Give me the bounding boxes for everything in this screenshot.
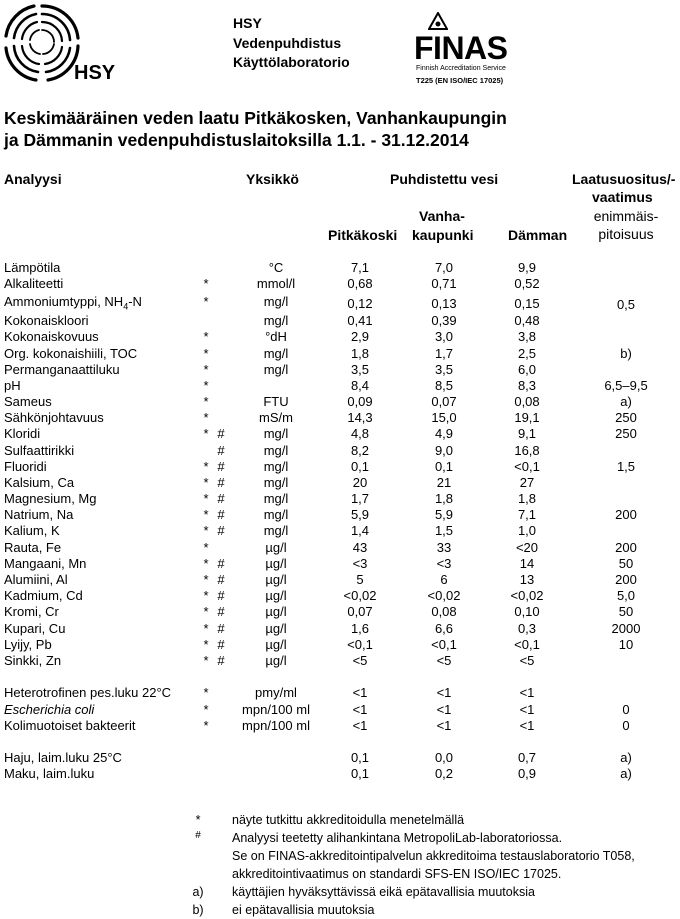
row-unit: µg/l <box>265 653 287 668</box>
row-pitkakoski: 2,9 <box>350 329 370 344</box>
row-unit: mg/l <box>263 523 289 538</box>
row-name: Org. kokonaishiili, TOC <box>4 346 138 361</box>
row-damman: 1,0 <box>517 523 537 538</box>
footnote-symbol: b) <box>192 903 204 917</box>
row-name: Rauta, Fe <box>4 540 62 555</box>
row-limit: b) <box>620 346 632 361</box>
row-damman: 0,15 <box>514 296 540 311</box>
row-name: Kromi, Cr <box>4 604 59 619</box>
row-damman: 9,9 <box>517 260 537 275</box>
table-row <box>0 702 680 718</box>
row-accredited-mark: * <box>203 346 209 361</box>
footnote-text: Analyysi teetetty alihankintana MetropoliLab-laboratoriossa. <box>232 831 563 845</box>
row-damman: 0,9 <box>517 766 537 781</box>
row-vanhakaupunki: 7,0 <box>434 260 454 275</box>
row-vanhakaupunki: <0,02 <box>427 588 461 603</box>
row-limit: 0,5 <box>616 297 636 312</box>
row-name: Permanganaattiluku <box>4 362 120 377</box>
table-row <box>0 276 680 292</box>
row-pitkakoski: 20 <box>352 475 368 490</box>
row-damman: 16,8 <box>514 443 540 458</box>
row-pitkakoski: 5 <box>356 572 364 587</box>
footnote-text: näyte tutkittu akkreditoidulla menetelmällä <box>232 813 465 827</box>
row-subcontract-mark: # <box>217 491 225 506</box>
row-damman: 13 <box>519 572 535 587</box>
row-accredited-mark: * <box>203 523 209 538</box>
row-pitkakoski: 8,4 <box>350 378 370 393</box>
row-name: Alkaliteetti <box>4 276 64 291</box>
row-limit: a) <box>620 750 632 765</box>
col-treated-water: Puhdistettu vesi <box>390 171 499 187</box>
row-name: Kadmium, Cd <box>4 588 83 603</box>
finas-name: FINAS <box>414 30 508 66</box>
row-vanhakaupunki: 33 <box>436 540 452 555</box>
table-row <box>0 572 680 588</box>
row-subcontract-mark: # <box>217 426 225 441</box>
row-limit: 50 <box>618 604 634 619</box>
row-unit: mg/l <box>263 313 289 328</box>
row-subcontract-mark: # <box>217 637 225 652</box>
row-unit: mg/l <box>263 475 289 490</box>
row-damman: 2,5 <box>517 346 537 361</box>
row-pitkakoski: <1 <box>352 702 368 717</box>
row-pitkakoski: 0,1 <box>350 459 370 474</box>
row-unit: °dH <box>265 329 287 344</box>
row-pitkakoski: <1 <box>352 685 368 700</box>
row-name: Magnesium, Mg <box>4 491 97 506</box>
row-name: Escherichia coli <box>4 702 95 717</box>
row-name: Heterotrofinen pes.luku 22°C <box>4 685 172 700</box>
row-pitkakoski: 1,7 <box>350 491 370 506</box>
row-subcontract-mark: # <box>217 443 225 458</box>
row-damman: 19,1 <box>514 410 540 425</box>
row-vanhakaupunki: 0,0 <box>434 750 454 765</box>
row-damman: <0,1 <box>514 459 540 474</box>
row-pitkakoski: 3,5 <box>350 362 370 377</box>
row-damman: 1,8 <box>517 491 537 506</box>
row-accredited-mark: * <box>203 410 209 425</box>
row-damman: 3,8 <box>517 329 537 344</box>
row-unit: mg/l <box>263 491 289 506</box>
row-vanhakaupunki: <1 <box>436 702 452 717</box>
row-subcontract-mark: # <box>217 459 225 474</box>
row-damman: 7,1 <box>517 507 537 522</box>
row-limit: 200 <box>615 572 637 587</box>
table-row <box>0 362 680 378</box>
row-accredited-mark: * <box>203 378 209 393</box>
row-damman: 0,52 <box>514 276 540 291</box>
table-row <box>0 313 680 329</box>
footnote-text: Se on FINAS-akkreditointipalvelun akkreditoima testauslaboratorio T058, <box>232 849 635 863</box>
row-pitkakoski: 7,1 <box>350 260 370 275</box>
row-vanhakaupunki: 1,7 <box>434 346 454 361</box>
row-name: Mangaani, Mn <box>4 556 87 571</box>
row-vanhakaupunki: <3 <box>436 556 452 571</box>
row-pitkakoski: <0,1 <box>347 637 373 652</box>
row-limit: 250 <box>615 426 637 441</box>
row-subcontract-mark: # <box>217 556 225 571</box>
footnote-symbol: a) <box>192 885 204 899</box>
row-accredited-mark: * <box>203 653 209 668</box>
row-pitkakoski: 1,8 <box>350 346 370 361</box>
row-subcontract-mark: # <box>217 475 225 490</box>
row-pitkakoski: 0,1 <box>350 750 370 765</box>
row-vanhakaupunki: 0,08 <box>431 604 457 619</box>
table-row <box>0 410 680 426</box>
hsy-logo <box>2 2 122 92</box>
finas-logo <box>410 12 530 85</box>
row-damman: <1 <box>519 685 535 700</box>
footnote-text: akkreditointivaatimus on standardi SFS-EN ISO/IEC 17025. <box>232 867 562 881</box>
table-row <box>0 459 680 475</box>
row-vanhakaupunki: <1 <box>436 718 452 733</box>
row-limit: 2000 <box>611 621 641 636</box>
table-row <box>0 346 680 362</box>
table-row <box>0 556 680 572</box>
row-accredited-mark: * <box>203 426 209 441</box>
row-vanhakaupunki: 3,5 <box>434 362 454 377</box>
row-name: Natrium, Na <box>4 507 74 522</box>
row-name: Ammoniumtyppi, $NH_4-N$ <box>4 294 142 312</box>
row-name: Kalsium, Ca <box>4 475 75 490</box>
col-damman: Dämman <box>508 227 568 243</box>
row-vanhakaupunki: 1,5 <box>434 523 454 538</box>
col-vanha-1: Vanha- <box>419 208 465 224</box>
row-unit: mg/l <box>263 294 289 309</box>
row-unit: pmy/ml <box>255 685 297 700</box>
row-name: Alumiini, Al <box>4 572 68 587</box>
row-damman: <1 <box>519 702 535 717</box>
row-unit: mg/l <box>263 443 289 458</box>
row-name: Kokonaiskovuus <box>4 329 99 344</box>
table-row <box>0 766 680 782</box>
row-accredited-mark: * <box>203 459 209 474</box>
row-vanhakaupunki: 9,0 <box>434 443 454 458</box>
row-unit: µg/l <box>265 588 287 603</box>
row-unit: µg/l <box>265 540 287 555</box>
row-pitkakoski: 0,41 <box>347 313 373 328</box>
row-pitkakoski: 0,68 <box>347 276 373 291</box>
table-row <box>0 329 680 345</box>
row-name: pH <box>4 378 21 393</box>
row-pitkakoski: 0,1 <box>350 766 370 781</box>
row-name: Sähkönjohtavuus <box>4 410 104 425</box>
row-accredited-mark: * <box>203 685 209 700</box>
row-pitkakoski: 5,9 <box>350 507 370 522</box>
row-unit: mg/l <box>263 459 289 474</box>
row-vanhakaupunki: <5 <box>436 653 452 668</box>
table-row <box>0 750 680 766</box>
row-accredited-mark: * <box>203 329 209 344</box>
row-accredited-mark: * <box>203 588 209 603</box>
row-name: Kolimuotoiset bakteerit <box>4 718 136 733</box>
row-unit: µg/l <box>265 604 287 619</box>
table-row <box>0 260 680 276</box>
table-row <box>0 426 680 442</box>
row-pitkakoski: <3 <box>352 556 368 571</box>
org-name-line-1: HSY <box>233 15 262 31</box>
row-vanhakaupunki: 5,9 <box>434 507 454 522</box>
row-vanhakaupunki: 4,9 <box>434 426 454 441</box>
page-title <box>4 107 674 151</box>
row-vanhakaupunki: 0,1 <box>434 459 454 474</box>
row-pitkakoski: 0,09 <box>347 394 373 409</box>
row-vanhakaupunki: 6,6 <box>434 621 454 636</box>
col-quality-2: vaatimus <box>592 189 653 205</box>
col-vanha-2: kaupunki <box>412 227 474 243</box>
row-damman: 0,10 <box>514 604 540 619</box>
footnote-symbol: # <box>195 830 201 841</box>
row-subcontract-mark: # <box>217 588 225 603</box>
row-vanhakaupunki: 0,71 <box>431 276 457 291</box>
row-accredited-mark: * <box>203 394 209 409</box>
row-pitkakoski: 0,07 <box>347 604 373 619</box>
col-pitkakoski: Pitkäkoski <box>328 227 398 243</box>
row-damman: 9,1 <box>517 426 537 441</box>
footnote-text: käyttäjien hyväksyttävissä eikä epätavallisia muutoksia <box>232 885 535 899</box>
table-row <box>0 604 680 620</box>
row-accredited-mark: * <box>203 540 209 555</box>
row-pitkakoski: 14,3 <box>347 410 373 425</box>
footnote-text: ei epätavallisia muutoksia <box>232 903 375 917</box>
table-row <box>0 475 680 491</box>
row-unit: FTU <box>263 394 289 409</box>
row-limit: a) <box>620 394 632 409</box>
col-quality-1: Laatusuositus/- <box>572 171 676 187</box>
row-unit: mg/l <box>263 346 289 361</box>
row-limit: 250 <box>615 410 637 425</box>
row-unit: mpn/100 ml <box>242 718 310 733</box>
row-unit: µg/l <box>265 572 287 587</box>
table-row <box>0 491 680 507</box>
row-damman: <0,02 <box>510 588 544 603</box>
row-name: Sinkki, Zn <box>4 653 62 668</box>
row-name: Sulfaattirikki <box>4 443 75 458</box>
row-pitkakoski: 8,2 <box>350 443 370 458</box>
row-vanhakaupunki: 0,13 <box>431 296 457 311</box>
table-row <box>0 621 680 637</box>
row-limit: 6,5–9,5 <box>604 378 648 393</box>
row-damman: <0,1 <box>514 637 540 652</box>
table-row <box>0 718 680 734</box>
row-vanhakaupunki: <1 <box>436 685 452 700</box>
row-subcontract-mark: # <box>217 507 225 522</box>
row-vanhakaupunki: 0,39 <box>431 313 457 328</box>
row-accredited-mark: * <box>203 702 209 717</box>
table-row <box>0 540 680 556</box>
row-accredited-mark: * <box>203 507 209 522</box>
row-name: Kokonaiskloori <box>4 313 89 328</box>
finas-service: Finnish Accreditation Service <box>416 65 506 72</box>
row-vanhakaupunki: 3,0 <box>434 329 454 344</box>
row-pitkakoski: 1,6 <box>350 621 370 636</box>
table-row <box>0 443 680 459</box>
row-pitkakoski: <0,02 <box>343 588 377 603</box>
row-pitkakoski: <5 <box>352 653 368 668</box>
title-line-2: ja Dämmanin vedenpuhdistuslaitoksilla 1.1. - 31.12.2014 <box>4 130 469 150</box>
table-row <box>0 378 680 394</box>
row-name: Sameus <box>4 394 52 409</box>
row-name: Fluoridi <box>4 459 47 474</box>
row-vanhakaupunki: 1,8 <box>434 491 454 506</box>
row-damman: 0,08 <box>514 394 540 409</box>
row-subcontract-mark: # <box>217 572 225 587</box>
row-damman: 8,3 <box>517 378 537 393</box>
row-damman: 6,0 <box>517 362 537 377</box>
row-unit: mS/m <box>259 410 293 425</box>
table-row <box>0 394 680 410</box>
row-subcontract-mark: # <box>217 653 225 668</box>
finas-code: T225 (EN ISO/IEC 17025) <box>416 76 504 85</box>
table-row <box>0 588 680 604</box>
row-name: Lyijy, Pb <box>4 637 52 652</box>
row-accredited-mark: * <box>203 572 209 587</box>
row-pitkakoski: 0,12 <box>347 296 373 311</box>
row-accredited-mark: * <box>203 556 209 571</box>
row-pitkakoski: 43 <box>352 540 368 555</box>
row-subcontract-mark: # <box>217 523 225 538</box>
row-vanhakaupunki: 8,5 <box>434 378 454 393</box>
row-limit: a) <box>620 766 632 781</box>
row-damman: 0,48 <box>514 313 540 328</box>
row-limit: 50 <box>618 556 634 571</box>
hsy-logo-text: HSY <box>74 62 116 84</box>
row-limit: 5,0 <box>616 588 636 603</box>
row-unit: mpn/100 ml <box>242 702 310 717</box>
row-unit: mmol/l <box>256 276 296 291</box>
row-vanhakaupunki: 21 <box>436 475 452 490</box>
row-limit: 0 <box>622 718 630 733</box>
row-unit: mg/l <box>263 426 289 441</box>
row-subcontract-mark: # <box>217 621 225 636</box>
row-limit: 0 <box>622 702 630 717</box>
row-accredited-mark: * <box>203 294 209 309</box>
row-damman: <1 <box>519 718 535 733</box>
row-vanhakaupunki: 0,2 <box>434 766 454 781</box>
row-unit: mg/l <box>263 507 289 522</box>
col-max-1: enimmäis- <box>593 208 659 224</box>
row-vanhakaupunki: 6 <box>440 572 448 587</box>
row-damman: 0,7 <box>517 750 537 765</box>
row-accredited-mark: * <box>203 718 209 733</box>
row-vanhakaupunki: <0,1 <box>431 637 457 652</box>
org-name-line-3: Käyttölaboratorio <box>233 54 350 70</box>
footnote-symbol: * <box>195 813 201 827</box>
row-unit: µg/l <box>265 556 287 571</box>
row-pitkakoski: 4,8 <box>350 426 370 441</box>
row-limit: 1,5 <box>616 459 636 474</box>
row-name: Kloridi <box>4 426 41 441</box>
row-accredited-mark: * <box>203 491 209 506</box>
row-limit: 200 <box>615 540 637 555</box>
row-damman: 27 <box>519 475 535 490</box>
row-accredited-mark: * <box>203 276 209 291</box>
table-row <box>0 523 680 539</box>
row-unit: µg/l <box>265 637 287 652</box>
row-accredited-mark: * <box>203 604 209 619</box>
table-row <box>0 637 680 653</box>
org-name-line-2: Vedenpuhdistus <box>233 35 342 51</box>
table-row <box>0 653 680 669</box>
row-vanhakaupunki: 15,0 <box>431 410 457 425</box>
row-damman: <5 <box>519 653 535 668</box>
row-name: Lämpötila <box>4 260 61 275</box>
row-damman: <20 <box>515 540 539 555</box>
row-accredited-mark: * <box>203 621 209 636</box>
table-row <box>0 507 680 523</box>
row-damman: 0,3 <box>517 621 537 636</box>
row-limit: 10 <box>618 637 634 652</box>
row-damman: 14 <box>519 556 535 571</box>
row-accredited-mark: * <box>203 637 209 652</box>
row-limit: 200 <box>615 507 637 522</box>
col-unit: Yksikkö <box>246 171 299 187</box>
col-analysis: Analyysi <box>4 171 62 187</box>
row-pitkakoski: <1 <box>352 718 368 733</box>
table-row <box>0 294 680 310</box>
row-name: Maku, laim.luku <box>4 766 95 781</box>
row-name: Haju, laim.luku 25°C <box>4 750 122 765</box>
row-name: Kalium, K <box>4 523 60 538</box>
title-line-1: Keskimääräinen veden laatu Pitkäkosken, Vanhankaupungin <box>4 108 507 128</box>
row-unit: µg/l <box>265 621 287 636</box>
table-row <box>0 685 680 701</box>
row-unit: °C <box>268 260 284 275</box>
row-vanhakaupunki: 0,07 <box>431 394 457 409</box>
row-accredited-mark: * <box>203 475 209 490</box>
row-accredited-mark: * <box>203 362 209 377</box>
row-subcontract-mark: # <box>217 604 225 619</box>
row-unit: mg/l <box>263 362 289 377</box>
col-max-2: pitoisuus <box>598 226 654 242</box>
row-pitkakoski: 1,4 <box>350 523 370 538</box>
row-name: Kupari, Cu <box>4 621 66 636</box>
